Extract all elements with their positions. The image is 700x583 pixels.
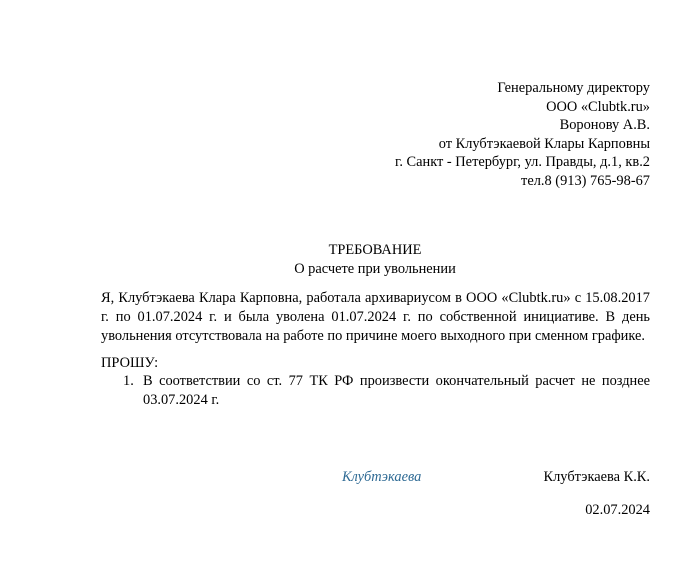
signer-name: Клубтэкаева К.К.: [543, 469, 650, 485]
document-date: 02.07.2024: [585, 502, 650, 518]
addressee-position: Генеральному директору: [497, 80, 650, 96]
request-label: ПРОШУ:: [101, 355, 159, 371]
sender-phone: тел.8 (913) 765-98-67: [521, 172, 650, 189]
list-item: [101, 372, 650, 410]
addressee-block: [395, 79, 650, 190]
body-paragraph: Я, Клубтэкаева Клара Карповна, работала архивариусом в ООО «Clubtk.ru» с 15.08.2017 г. по 01.07.2024 г. и была уволена 01.07.2024 г. по собственной инициативе. В день увольнения отсутствовала на работе по причине моего выходного при сменном графике.: [101, 290, 650, 344]
list-item-number: 1.: [123, 373, 134, 389]
sender-address: г. Санкт - Петербург, ул. Правды, д.1, кв.2: [395, 154, 650, 170]
document-title: [0, 241, 700, 278]
sender-name: от Клубтэкаевой Клары Карповны: [438, 135, 650, 152]
addressee-company: ООО «Clubtk.ru»: [546, 98, 650, 115]
list-item-text: В соответствии со ст. 77 ТК РФ произвести окончательный расчет не позднее 03.07.2024 г.: [143, 373, 650, 408]
title-subheading: О расчете при увольнении: [294, 260, 456, 277]
handwritten-signature: Клубтэкаева: [342, 469, 422, 485]
title-heading: ТРЕБОВАНИЕ: [328, 242, 422, 258]
addressee-name: Воронову А.В.: [559, 117, 650, 133]
